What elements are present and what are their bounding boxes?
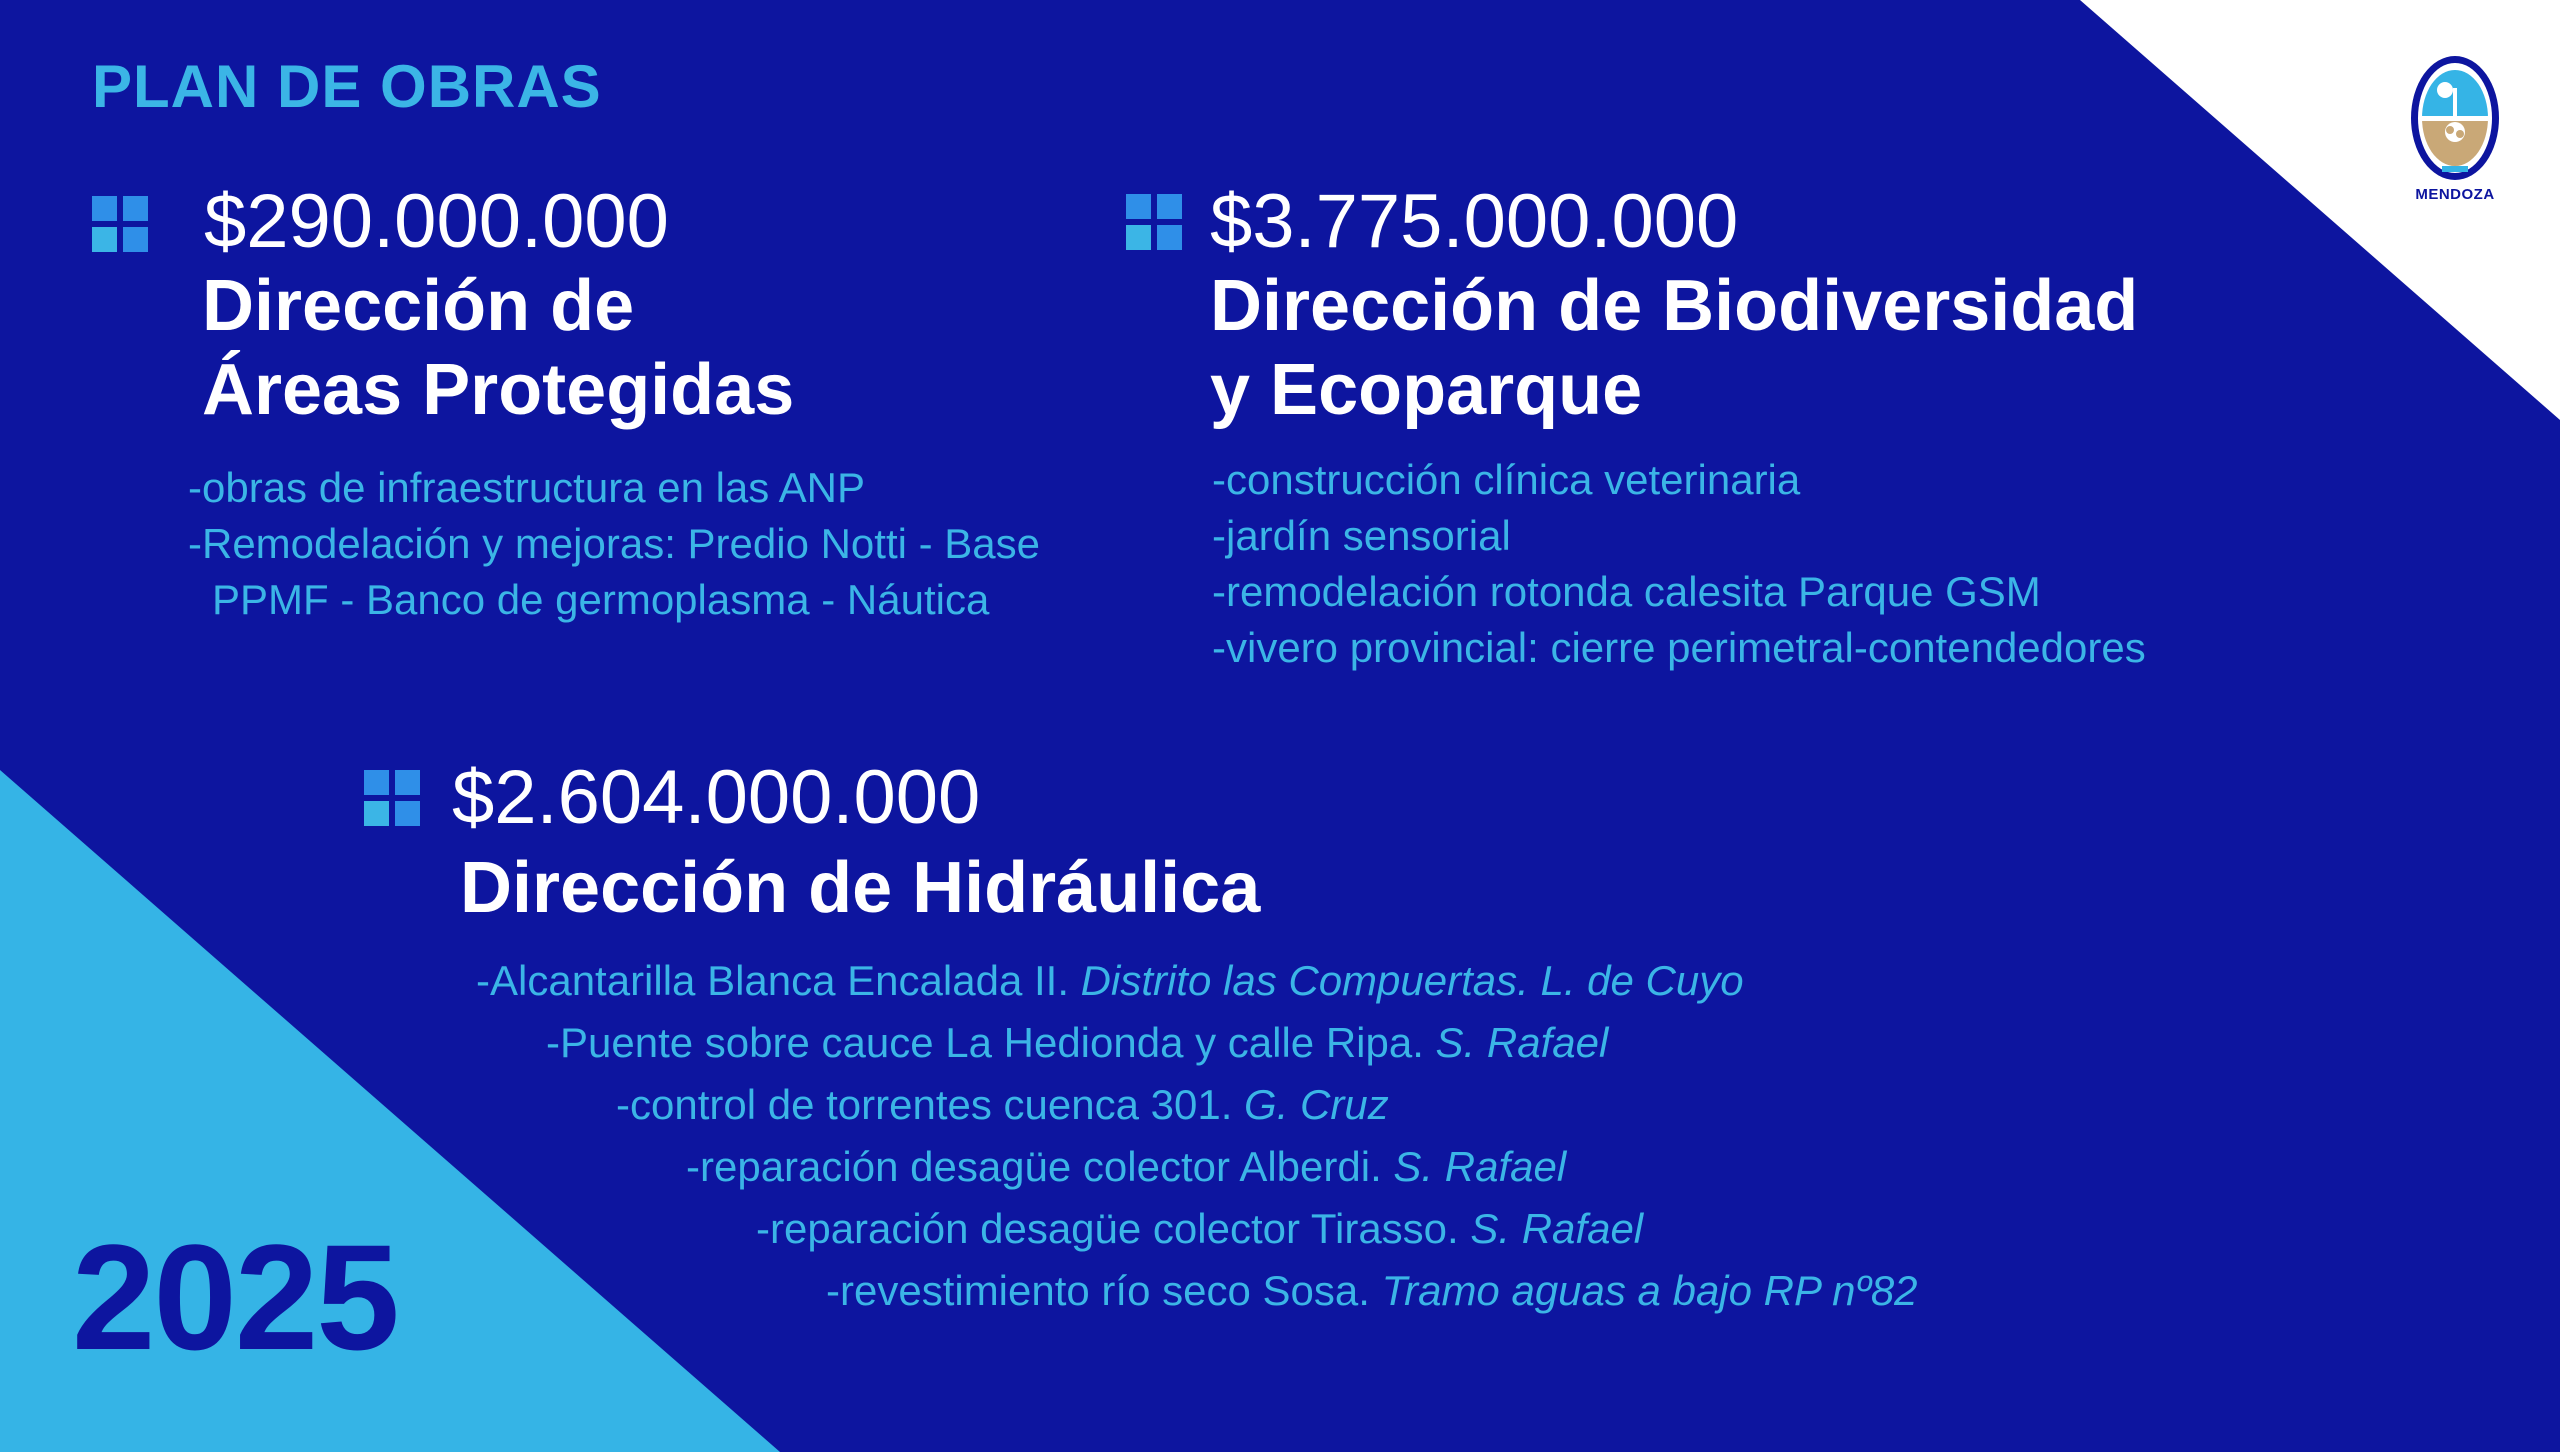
item-location: Tramo aguas a bajo RP nº82 [1381, 1267, 1918, 1314]
item-location: G. Cruz [1244, 1081, 1389, 1128]
list-item [476, 1136, 1918, 1198]
item-text: -revestimiento río seco Sosa. [826, 1267, 1382, 1314]
grid-icon [364, 770, 420, 826]
list-item: PPMF - Banco de germoplasma - Náutica [212, 576, 990, 623]
list-item: -remodelación rotonda calesita Parque GSM [1212, 568, 2041, 615]
item-location: S. Rafael [1470, 1205, 1644, 1252]
mendoza-coat-of-arms-logo [2400, 38, 2510, 208]
section-amount: $290.000.000 [204, 179, 669, 264]
grid-icon [92, 196, 148, 252]
section-title-line: Dirección de [202, 266, 635, 346]
item-location: Distrito las Compuertas. L. de Cuyo [1080, 957, 1744, 1004]
item-text: -Puente sobre cauce La Hedionda y calle Ripa. [546, 1019, 1436, 1066]
section-title [1210, 264, 2138, 432]
list-item [476, 1074, 1918, 1136]
section-title-line: y Ecoparque [1210, 350, 1643, 430]
list-item: -obras de infraestructura en las ANP [188, 464, 866, 511]
grid-icon [1126, 194, 1182, 250]
section-amount: $3.775.000.000 [1210, 179, 1739, 264]
section-title-line: Dirección de Hidráulica [460, 848, 1261, 928]
item-text: -control de torrentes cuenca 301. [616, 1081, 1245, 1128]
list-item: -jardín sensorial [1212, 512, 1511, 559]
list-item [476, 1198, 1918, 1260]
list-item: -vivero provincial: cierre perimetral-contendedores [1212, 624, 2146, 671]
section-title-line: Áreas Protegidas [202, 350, 795, 430]
list-item: -Remodelación y mejoras: Predio Notti - Base [188, 520, 1041, 567]
item-location: S. Rafael [1393, 1143, 1567, 1190]
item-text: -reparación desagüe colector Alberdi. [686, 1143, 1394, 1190]
section-items [476, 950, 1918, 1322]
list-item [476, 950, 1918, 1012]
logo-caption: MENDOZA [2415, 186, 2495, 203]
year-label: 2025 [72, 1213, 398, 1381]
item-location: S. Rafael [1435, 1019, 1609, 1066]
section-amount: $2.604.000.000 [452, 755, 981, 840]
list-item: -construcción clínica veterinaria [1212, 456, 1801, 503]
section-title [202, 264, 794, 432]
section-title [460, 846, 1260, 930]
list-item [476, 1260, 1918, 1322]
list-item [476, 1012, 1918, 1074]
page-title: PLAN DE OBRAS [92, 53, 602, 120]
section-title-line: Dirección de Biodiversidad [1210, 266, 2139, 346]
section-items [188, 460, 1040, 628]
item-text: -reparación desagüe colector Tirasso. [756, 1205, 1471, 1252]
section-items [1212, 452, 2146, 676]
item-text: -Alcantarilla Blanca Encalada II. [476, 957, 1081, 1004]
